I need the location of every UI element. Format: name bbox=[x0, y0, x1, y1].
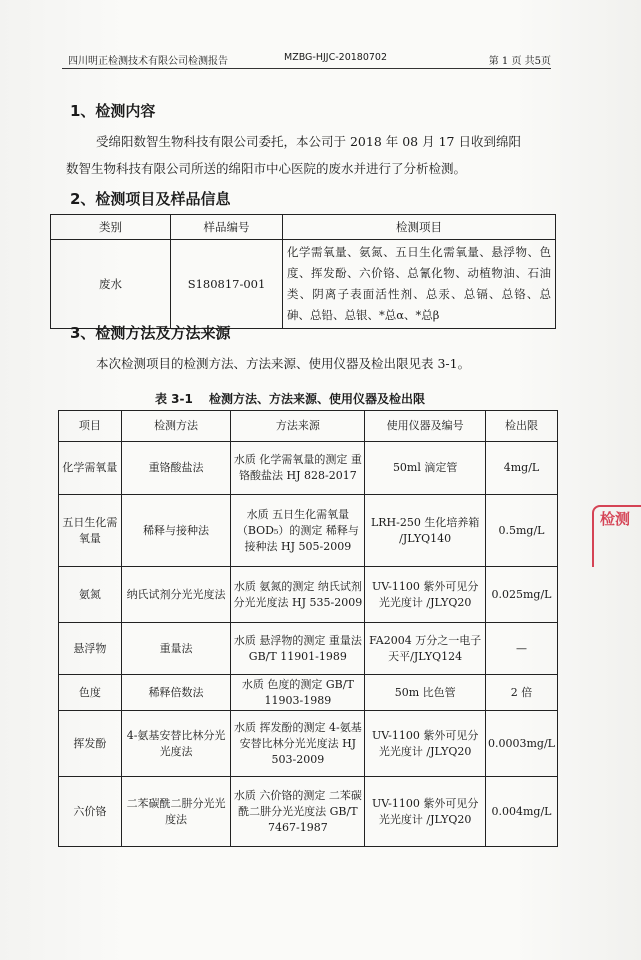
cell-item: 色度 bbox=[59, 675, 122, 711]
cell-limit: 0.5mg/L bbox=[485, 495, 557, 567]
cell-source: 水质 化学需氧量的测定 重铬酸盐法 HJ 828-2017 bbox=[231, 442, 365, 495]
cell-source: 水质 氨氮的测定 纳氏试剂分光光度法 HJ 535-2009 bbox=[231, 567, 365, 623]
section-1-paragraph-line1: 受绵阳数智生物科技有限公司委托，本公司于 2018 年 08 月 17 日收到绵阳 bbox=[96, 134, 521, 149]
cell-method: 二苯碳酰二肼分光光度法 bbox=[121, 777, 231, 847]
cell-method: 稀释倍数法 bbox=[121, 675, 231, 711]
table-header-row bbox=[59, 411, 558, 442]
cell-instrument: UV-1100 紫外可见分光光度计 /JLYQ20 bbox=[365, 777, 486, 847]
cell-instrument: 50m 比色管 bbox=[365, 675, 486, 711]
table-header-row bbox=[51, 215, 556, 240]
column-header: 样品编号 bbox=[171, 215, 283, 240]
section-2-heading: 2、检测项目及样品信息 bbox=[70, 190, 231, 208]
table-row bbox=[59, 675, 558, 711]
detection-items: 化学需氧量、氨氮、五日生化需氧量、悬浮物、色度、挥发酚、六价铬、总氰化物、动植物油、石油类、阴离子表面活性剂、总汞、总镉、总铬、总砷、总铅、总银、*总α、*总β bbox=[283, 240, 556, 329]
table-row bbox=[59, 711, 558, 777]
cell-item: 氨氮 bbox=[59, 567, 122, 623]
cell-source: 水质 五日生化需氧量（BOD₅）的测定 稀释与接种法 HJ 505-2009 bbox=[231, 495, 365, 567]
sample-id: S180817-001 bbox=[171, 240, 283, 329]
header-company: 四川明正检测技术有限公司检测报告 bbox=[68, 56, 228, 67]
cell-limit: 0.004mg/L bbox=[485, 777, 557, 847]
table-row bbox=[59, 777, 558, 847]
cell-instrument: LRH-250 生化培养箱 /JLYQ140 bbox=[365, 495, 486, 567]
cell-source: 水质 色度的测定 GB/T 11903-1989 bbox=[231, 675, 365, 711]
cell-method: 重量法 bbox=[121, 623, 231, 675]
column-header: 使用仪器及编号 bbox=[365, 411, 486, 442]
cell-item: 悬浮物 bbox=[59, 623, 122, 675]
section-3-heading: 3、检测方法及方法来源 bbox=[70, 324, 231, 342]
cell-method: 稀释与接种法 bbox=[121, 495, 231, 567]
cell-source: 水质 悬浮物的测定 重量法 GB/T 11901-1989 bbox=[231, 623, 365, 675]
sample-category: 废水 bbox=[51, 240, 171, 329]
section-1-heading: 1、检测内容 bbox=[70, 102, 156, 120]
sample-info-table bbox=[50, 214, 556, 329]
header-report-code: MZBG-HJJC-20180702 bbox=[284, 52, 388, 63]
column-header: 项目 bbox=[59, 411, 122, 442]
cell-item: 挥发酚 bbox=[59, 711, 122, 777]
column-header: 检测方法 bbox=[121, 411, 231, 442]
cell-instrument: FA2004 万分之一电子天平/JLYQ124 bbox=[365, 623, 486, 675]
table-row bbox=[51, 240, 556, 329]
cell-item: 五日生化需氧量 bbox=[59, 495, 122, 567]
cell-instrument: UV-1100 紫外可见分光光度计 /JLYQ20 bbox=[365, 567, 486, 623]
table-row bbox=[59, 442, 558, 495]
cell-limit: 0.0003mg/L bbox=[485, 711, 557, 777]
header-page-info: 第 1 页 共5页 bbox=[488, 56, 551, 67]
inspection-seal-stamp bbox=[592, 505, 641, 567]
section-3-paragraph: 本次检测项目的检测方法、方法来源、使用仪器及检出限见表 3-1。 bbox=[96, 356, 471, 371]
cell-limit: — bbox=[485, 623, 557, 675]
column-header: 方法来源 bbox=[231, 411, 365, 442]
cell-limit: 2 倍 bbox=[485, 675, 557, 711]
methods-table bbox=[58, 410, 558, 847]
table-row bbox=[59, 495, 558, 567]
table-row bbox=[59, 623, 558, 675]
cell-source: 水质 六价铬的测定 二苯碳酰二肼分光光度法 GB/T 7467-1987 bbox=[231, 777, 365, 847]
page-header bbox=[62, 48, 551, 69]
cell-limit: 4mg/L bbox=[485, 442, 557, 495]
cell-method: 纳氏试剂分光光度法 bbox=[121, 567, 231, 623]
cell-limit: 0.025mg/L bbox=[485, 567, 557, 623]
cell-source: 水质 挥发酚的测定 4-氨基安替比林分光光度法 HJ 503-2009 bbox=[231, 711, 365, 777]
cell-item: 六价铬 bbox=[59, 777, 122, 847]
cell-method: 重铬酸盐法 bbox=[121, 442, 231, 495]
cell-instrument: 50ml 滴定管 bbox=[365, 442, 486, 495]
cell-item: 化学需氧量 bbox=[59, 442, 122, 495]
stamp-text: 检测 bbox=[600, 510, 631, 528]
column-header: 类别 bbox=[51, 215, 171, 240]
cell-instrument: UV-1100 紫外可见分光光度计 /JLYQ20 bbox=[365, 711, 486, 777]
section-1-paragraph-line2: 数智生物科技有限公司所送的绵阳市中心医院的废水并进行了分析检测。 bbox=[66, 161, 467, 176]
cell-method: 4-氨基安替比林分光光度法 bbox=[121, 711, 231, 777]
table-caption: 表 3-1 检测方法、方法来源、使用仪器及检出限 bbox=[155, 392, 426, 406]
table-row bbox=[59, 567, 558, 623]
column-header: 检测项目 bbox=[283, 215, 556, 240]
column-header: 检出限 bbox=[485, 411, 557, 442]
